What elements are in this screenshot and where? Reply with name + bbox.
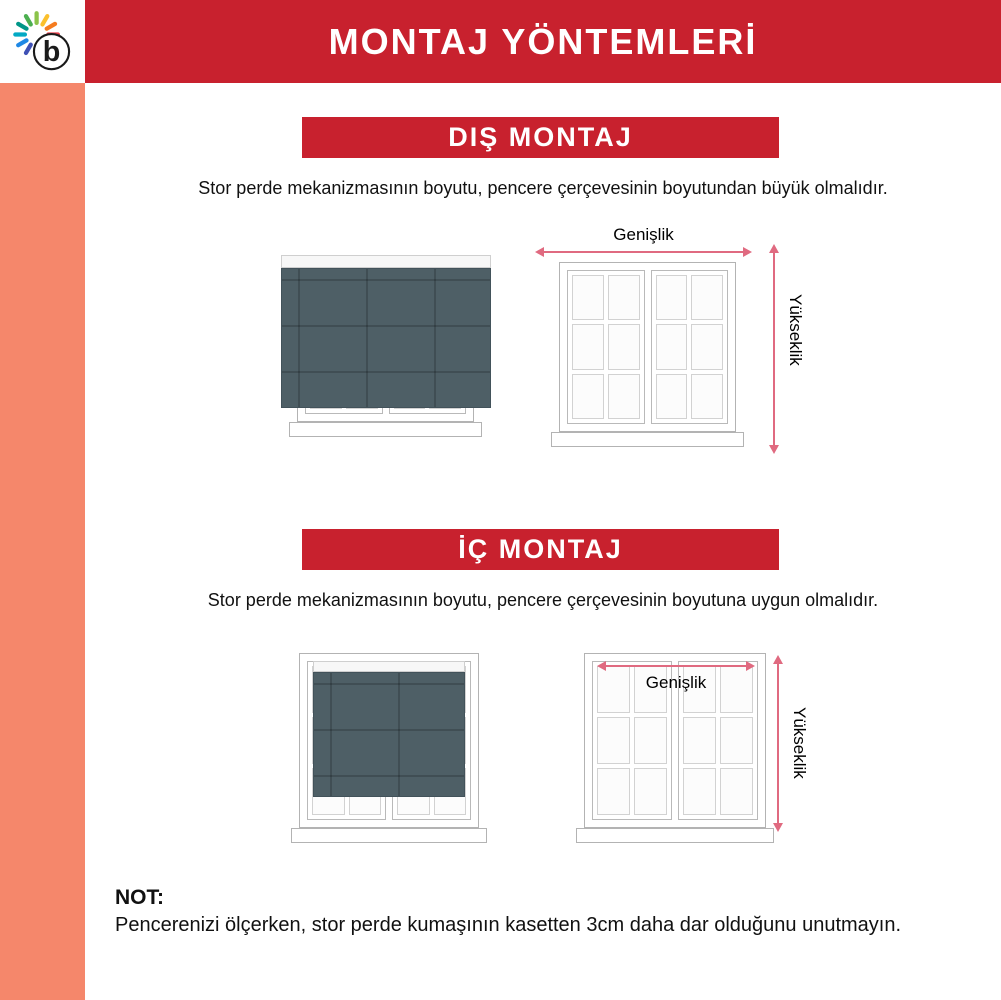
height-arrow xyxy=(777,657,779,830)
window-pane xyxy=(720,717,753,764)
logo-letter: b xyxy=(42,35,60,68)
height-arrow xyxy=(773,246,775,452)
window-pane xyxy=(572,324,604,369)
window-pane xyxy=(572,374,604,419)
window-pane xyxy=(656,324,688,369)
blind-cassette xyxy=(281,255,491,268)
height-label: Yükseklik xyxy=(786,294,805,366)
width-arrow xyxy=(537,251,750,253)
window-pane xyxy=(656,374,688,419)
window-frame xyxy=(559,262,736,432)
window-pane xyxy=(691,374,723,419)
width-label xyxy=(599,673,753,693)
window-pane xyxy=(597,768,630,815)
window-pane xyxy=(572,275,604,320)
diagram-ic-montaj xyxy=(85,635,1001,865)
window-pane xyxy=(608,374,640,419)
width-arrow xyxy=(599,665,753,667)
note-text: Pencerenizi ölçerken, stor perde kumaşının kasetten 3cm daha dar olduğunu unutmayın. xyxy=(115,914,902,936)
window-sill xyxy=(576,828,774,843)
sunburst-logo-icon xyxy=(10,9,76,75)
left-accent-bar xyxy=(0,83,85,1000)
window-pane xyxy=(608,275,640,320)
brand-logo xyxy=(0,0,85,83)
roller-blind-overlay xyxy=(313,672,465,797)
window-pane xyxy=(634,717,667,764)
window-pane xyxy=(720,768,753,815)
window-pane xyxy=(634,768,667,815)
window-pane xyxy=(691,324,723,369)
width-label-text: Genişlik xyxy=(645,673,707,692)
roller-blind-overlay xyxy=(281,268,491,408)
section-description-ic-montaj: Stor perde mekanizmasının boyutu, pencere çerçevesinin boyutuna uygun olmalıdır. xyxy=(207,590,879,610)
height-label: Yükseklik xyxy=(790,707,809,779)
header-bar xyxy=(0,0,1001,83)
window-sash xyxy=(651,270,729,424)
section-banner-dis-montaj: DIŞ MONTAJ xyxy=(302,117,779,158)
window-pane xyxy=(691,275,723,320)
diagram-dis-montaj xyxy=(85,222,1001,480)
window-pane xyxy=(608,324,640,369)
window-pane xyxy=(683,717,716,764)
window-sash xyxy=(567,270,645,424)
window-sill xyxy=(551,432,744,447)
window-sill xyxy=(289,422,482,437)
window-pane xyxy=(597,717,630,764)
window-pane xyxy=(683,768,716,815)
section-banner-ic-montaj: İÇ MONTAJ xyxy=(302,529,779,570)
page-title: MONTAJ YÖNTEMLERİ xyxy=(328,20,758,62)
width-label: Genişlik xyxy=(613,225,674,244)
note-label: NOT: xyxy=(115,886,164,909)
window-pane xyxy=(656,275,688,320)
blind-cassette xyxy=(313,661,465,672)
window-sill xyxy=(291,828,487,843)
section-description-dis-montaj: Stor perde mekanizmasının boyutu, pencere çerçevesinin boyutundan büyük olmalıdır. xyxy=(198,178,888,198)
